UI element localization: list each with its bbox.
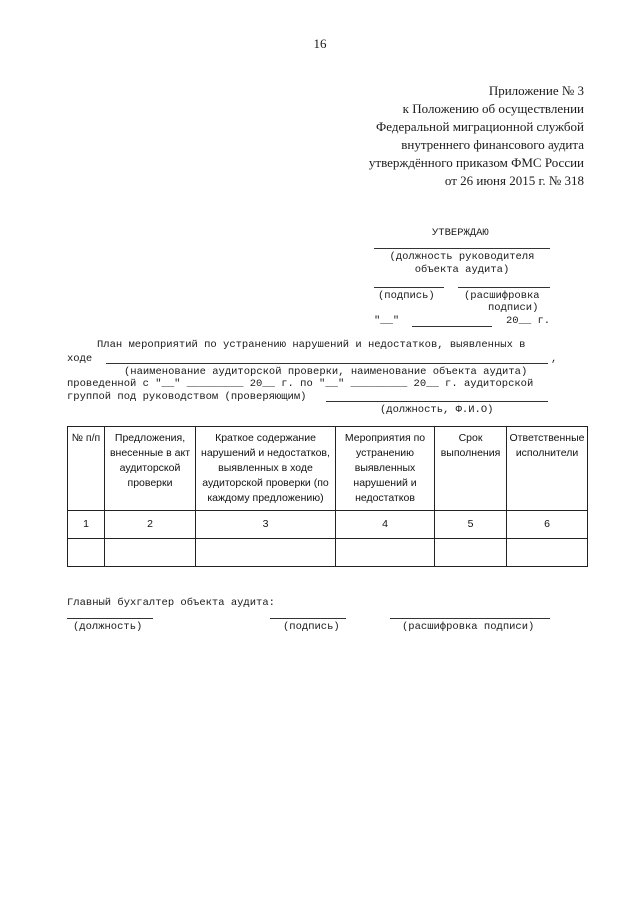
signature-caption: (подпись)	[378, 290, 435, 302]
plan-line: План мероприятий по устранению нарушений и недостатков, выявленных в	[97, 339, 526, 351]
decoding-caption: подписи)	[488, 302, 539, 314]
signoff-decoding-caption: (расшифровка подписи)	[402, 621, 535, 633]
table-cell: 1	[68, 511, 105, 539]
date-day: "__"	[374, 315, 400, 327]
table-header-cell: Срок выполнения	[435, 427, 507, 511]
plan-line: проведенной с "__" _________ 20__ г. по "__" _________ 20__ г. аудиторской	[67, 378, 534, 390]
leader-line	[326, 401, 548, 402]
position-caption: (должность руководителя	[389, 251, 535, 263]
date-month-line	[412, 326, 492, 327]
position-line	[374, 248, 550, 249]
table-header-cell: Ответственные исполнители	[507, 427, 588, 511]
audit-name-line	[106, 363, 548, 364]
appendix-line: от 26 июня 2015 г. № 318	[444, 173, 584, 188]
plan-line: группой под руководством (проверяющим)	[67, 391, 307, 403]
decoding-caption: (расшифровка	[464, 290, 540, 302]
date-year: 20__ г.	[506, 315, 551, 327]
table-cell: 2	[105, 511, 196, 539]
table-cell	[68, 539, 105, 567]
signoff-title: Главный бухгалтер объекта аудита:	[67, 597, 275, 609]
table-cell	[105, 539, 196, 567]
table-cell: 5	[435, 511, 507, 539]
table-cell: 3	[196, 511, 336, 539]
signoff-position-caption: (должность)	[73, 621, 143, 633]
table-cell	[336, 539, 435, 567]
appendix-header	[369, 82, 584, 190]
appendix-line: Приложение № 3	[488, 83, 584, 98]
appendix-line: утверждённого приказом ФМС России	[368, 155, 584, 170]
page-number: 16	[313, 36, 327, 51]
table-cell: 4	[336, 511, 435, 539]
table-cell: 6	[507, 511, 588, 539]
table-header-cell: Краткое содержание нарушений и недостатков, выявленных в ходе аудиторской проверки (по каждому предложению)	[196, 427, 336, 511]
table-header-cell: № п/п	[68, 427, 105, 511]
table-cell	[435, 539, 507, 567]
signoff-signature-line	[270, 618, 346, 619]
signoff-decoding-line	[390, 618, 550, 619]
leader-caption: (должность, Ф.И.О)	[380, 404, 494, 416]
decoding-line	[458, 287, 550, 288]
signoff-position-line	[67, 618, 153, 619]
signoff-signature-caption: (подпись)	[283, 621, 340, 633]
appendix-line: внутреннего финансового аудита	[401, 137, 584, 152]
table-header-cell: Мероприятия по устранению выявленных нарушений и недостатков	[336, 427, 435, 511]
plan-table	[67, 426, 588, 567]
table-row	[68, 539, 588, 567]
position-caption: объекта аудита)	[414, 264, 510, 276]
appendix-line: Федеральной миграционной службой	[375, 119, 584, 134]
approve-title: УТВЕРЖДАЮ	[432, 227, 489, 239]
audit-name-caption: (наименование аудиторской проверки, наименование объекта аудита)	[124, 366, 528, 378]
plan-line: ходе	[67, 353, 93, 365]
table-cell	[507, 539, 588, 567]
table-header-row	[68, 427, 588, 511]
plan-line: ,	[551, 353, 558, 365]
table-number-row	[68, 511, 588, 539]
signature-line	[374, 287, 444, 288]
table-header-cell: Предложения, внесенные в акт аудиторской проверки	[105, 427, 196, 511]
appendix-line: к Положению об осуществлении	[402, 101, 584, 116]
table-cell	[196, 539, 336, 567]
